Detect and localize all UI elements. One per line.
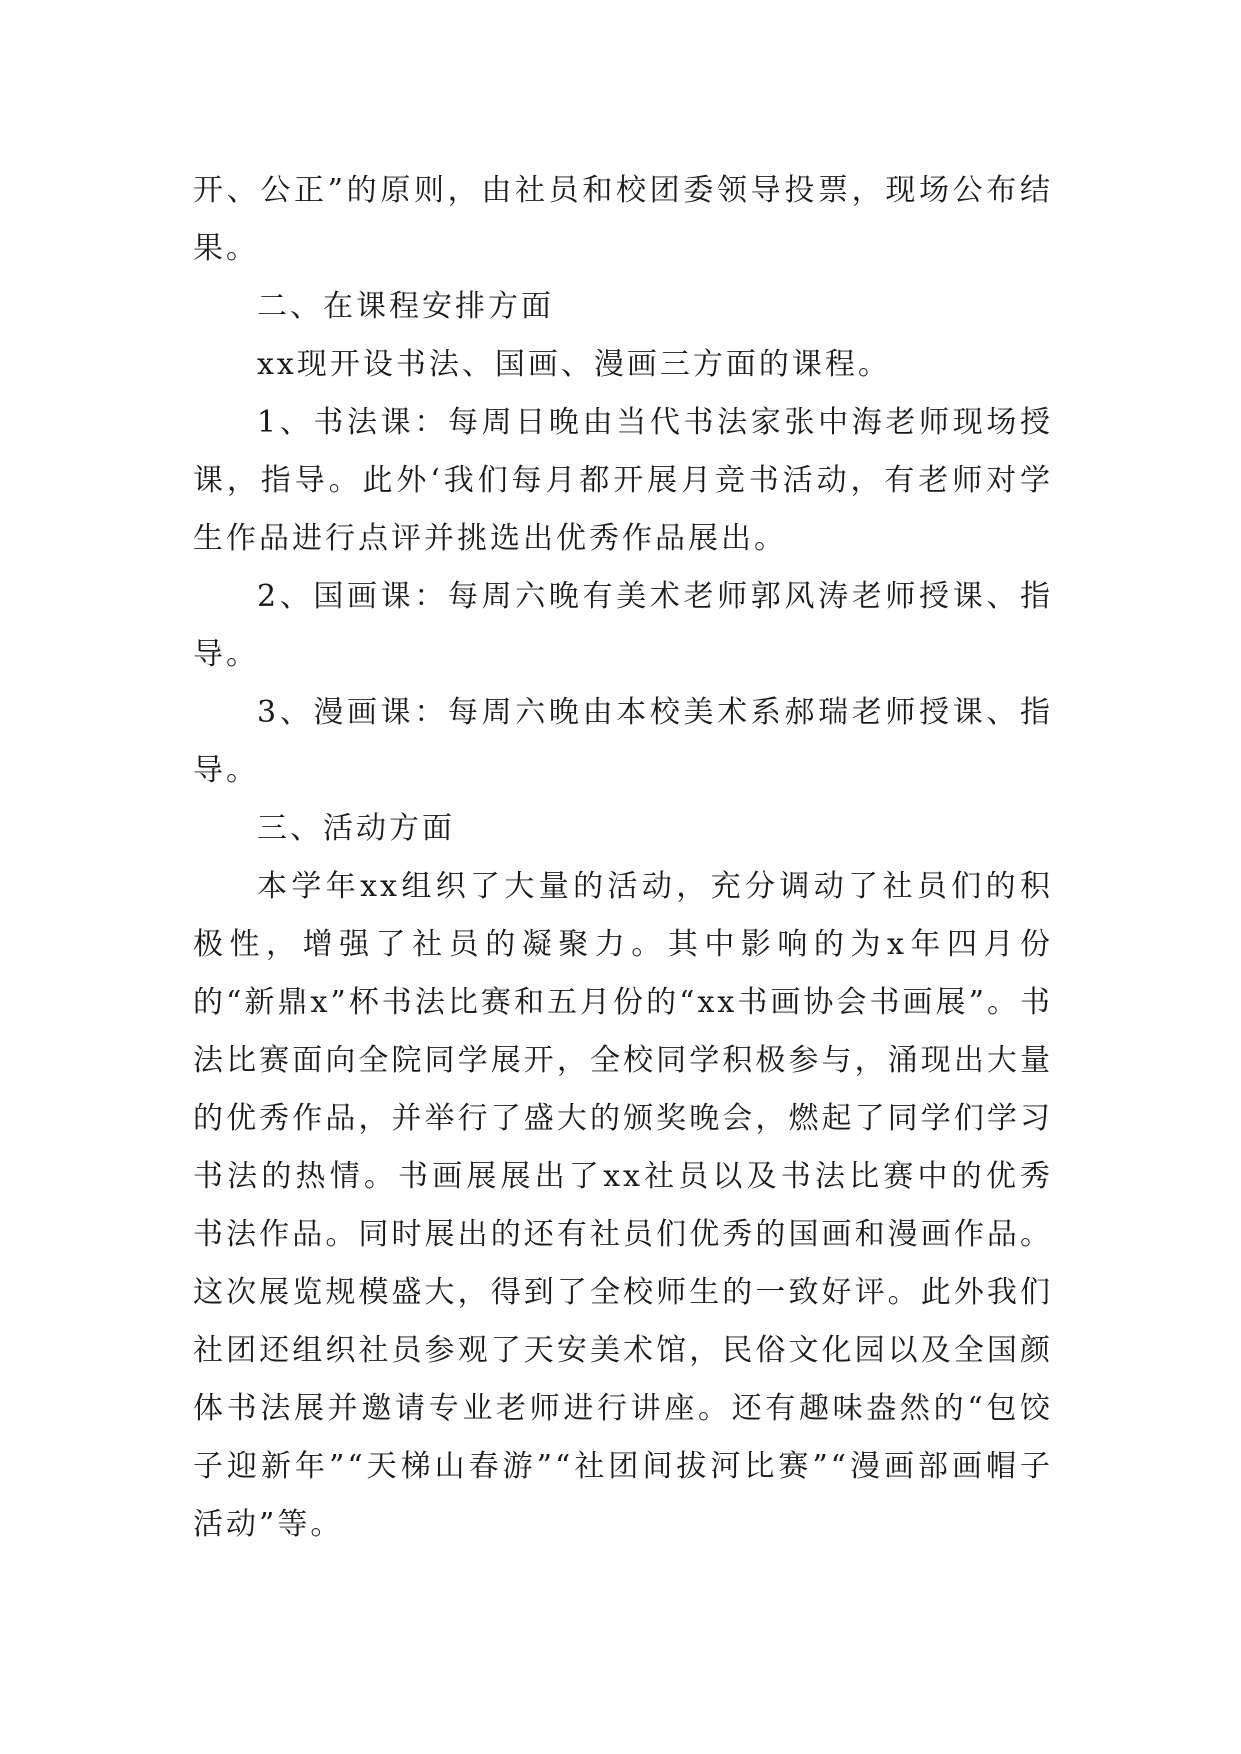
paragraph-courses-intro: xx现开设书法、国画、漫画三方面的课程。 [257, 347, 891, 382]
paragraph-activities: 本学年xx组织了大量的活动，充分调动了社员们的积极性，增强了社员的凝聚力。其中影响的为x年四月份的“新鼎x”杯书法比赛和五月份的“xx书画协会书画展”。书法比赛面向全院同学展开，全校同学积极参与，涌现出大量的优秀作品，并举行了盛大的颁奖晚会，燃起了同学们学习书法的热情。书画展展出了xx社员以及书法比赛中的优秀书法作品。同时展出的还有社员们优秀的国画和漫画作品。这次展览规模盛大，得到了全校师生的一致好评。此外我们社团还组织社员参观了天安美术馆，民俗文化园以及全国颜体书法展并邀请专业老师进行讲座。还有趣味盎然的“包饺子迎新年”“天梯山春游”“社团间拔河比赛”“漫画部画帽子活动”等。 [193, 869, 1053, 1542]
document-body [193, 162, 1053, 1554]
section-heading-course-arrangement: 二、在课程安排方面 [257, 289, 554, 324]
paragraph-chinese-painting-course: 2、国画课：每周六晚有美术老师郭风涛老师授课、指导。 [193, 579, 1053, 672]
paragraph-continuation: 开、公正”的原则，由社员和校团委领导投票，现场公布结果。 [193, 173, 1053, 266]
paragraph-calligraphy-course: 1、书法课：每周日晚由当代书法家张中海老师现场授课，指导。此外‘我们每月都开展月竞书活动，有老师对学生作品进行点评并挑选出优秀作品展出。 [193, 405, 1053, 556]
section-heading-activities: 三、活动方面 [257, 811, 455, 846]
paragraph-comic-course: 3、漫画课：每周六晚由本校美术系郝瑞老师授课、指导。 [193, 695, 1053, 788]
